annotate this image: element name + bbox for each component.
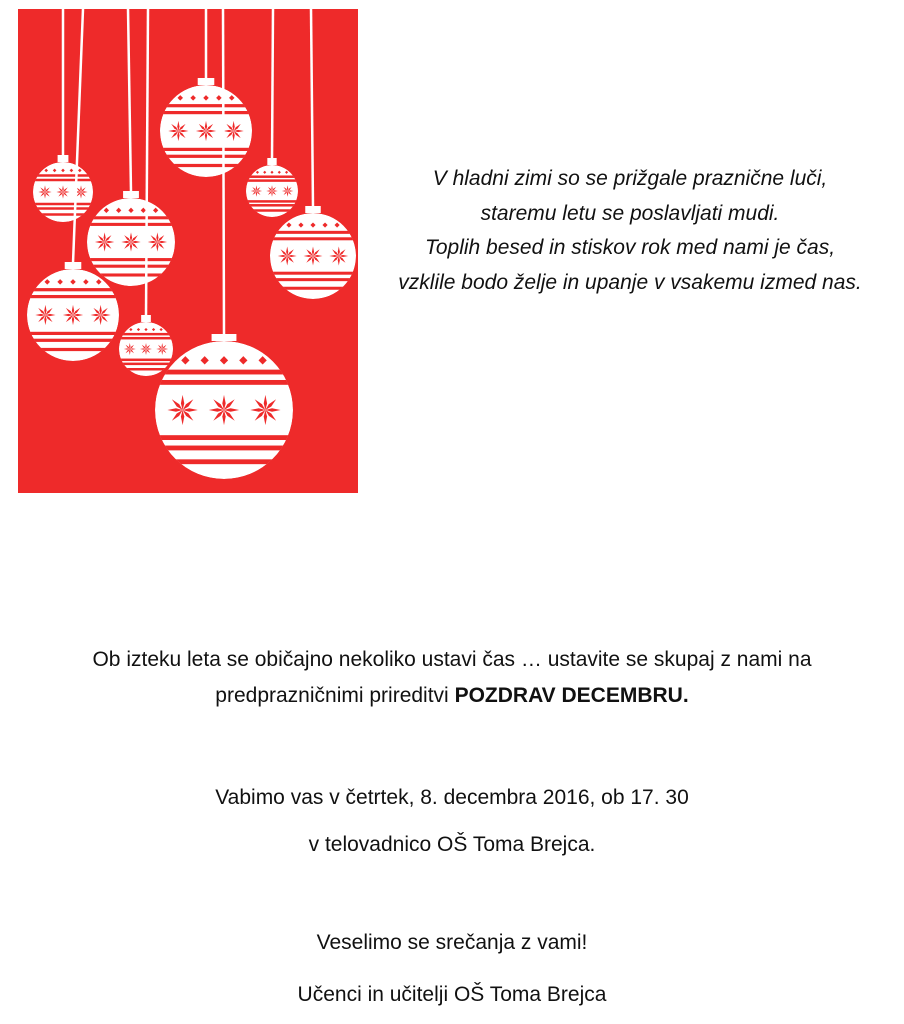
intro-line-2: predprazničnimi prireditvi	[215, 684, 455, 707]
poem	[360, 162, 900, 300]
poem-line: V hladni zimi so se prižgale praznične luči,	[432, 167, 828, 190]
signature: Učenci in učitelji OŠ Toma Brejca	[297, 983, 607, 1006]
poem-line: vzklile bodo želje in upanje v vsakemu izmed nas.	[398, 270, 862, 294]
poem-line: staremu letu se poslavljati mudi.	[480, 201, 780, 225]
intro-line-1: Ob izteku leta se običajno nekoliko ustavi čas … ustavite se skupaj z nami na	[92, 648, 812, 671]
christmas-baubles-icon	[18, 9, 358, 493]
greeting: Veselimo se srečanja z vami!	[316, 931, 588, 954]
event-name: POZDRAV DECEMBRU.	[454, 684, 689, 707]
event-venue: v telovadnico OŠ Toma Brejca.	[308, 833, 596, 856]
event-date: Vabimo vas v četrtek, 8. decembra 2016, ob 17. 30	[215, 786, 689, 809]
christmas-ornaments-image	[18, 9, 358, 493]
invitation-intro	[0, 642, 904, 714]
poem-line: Toplih besed in stiskov rok med nami je čas,	[424, 236, 836, 259]
